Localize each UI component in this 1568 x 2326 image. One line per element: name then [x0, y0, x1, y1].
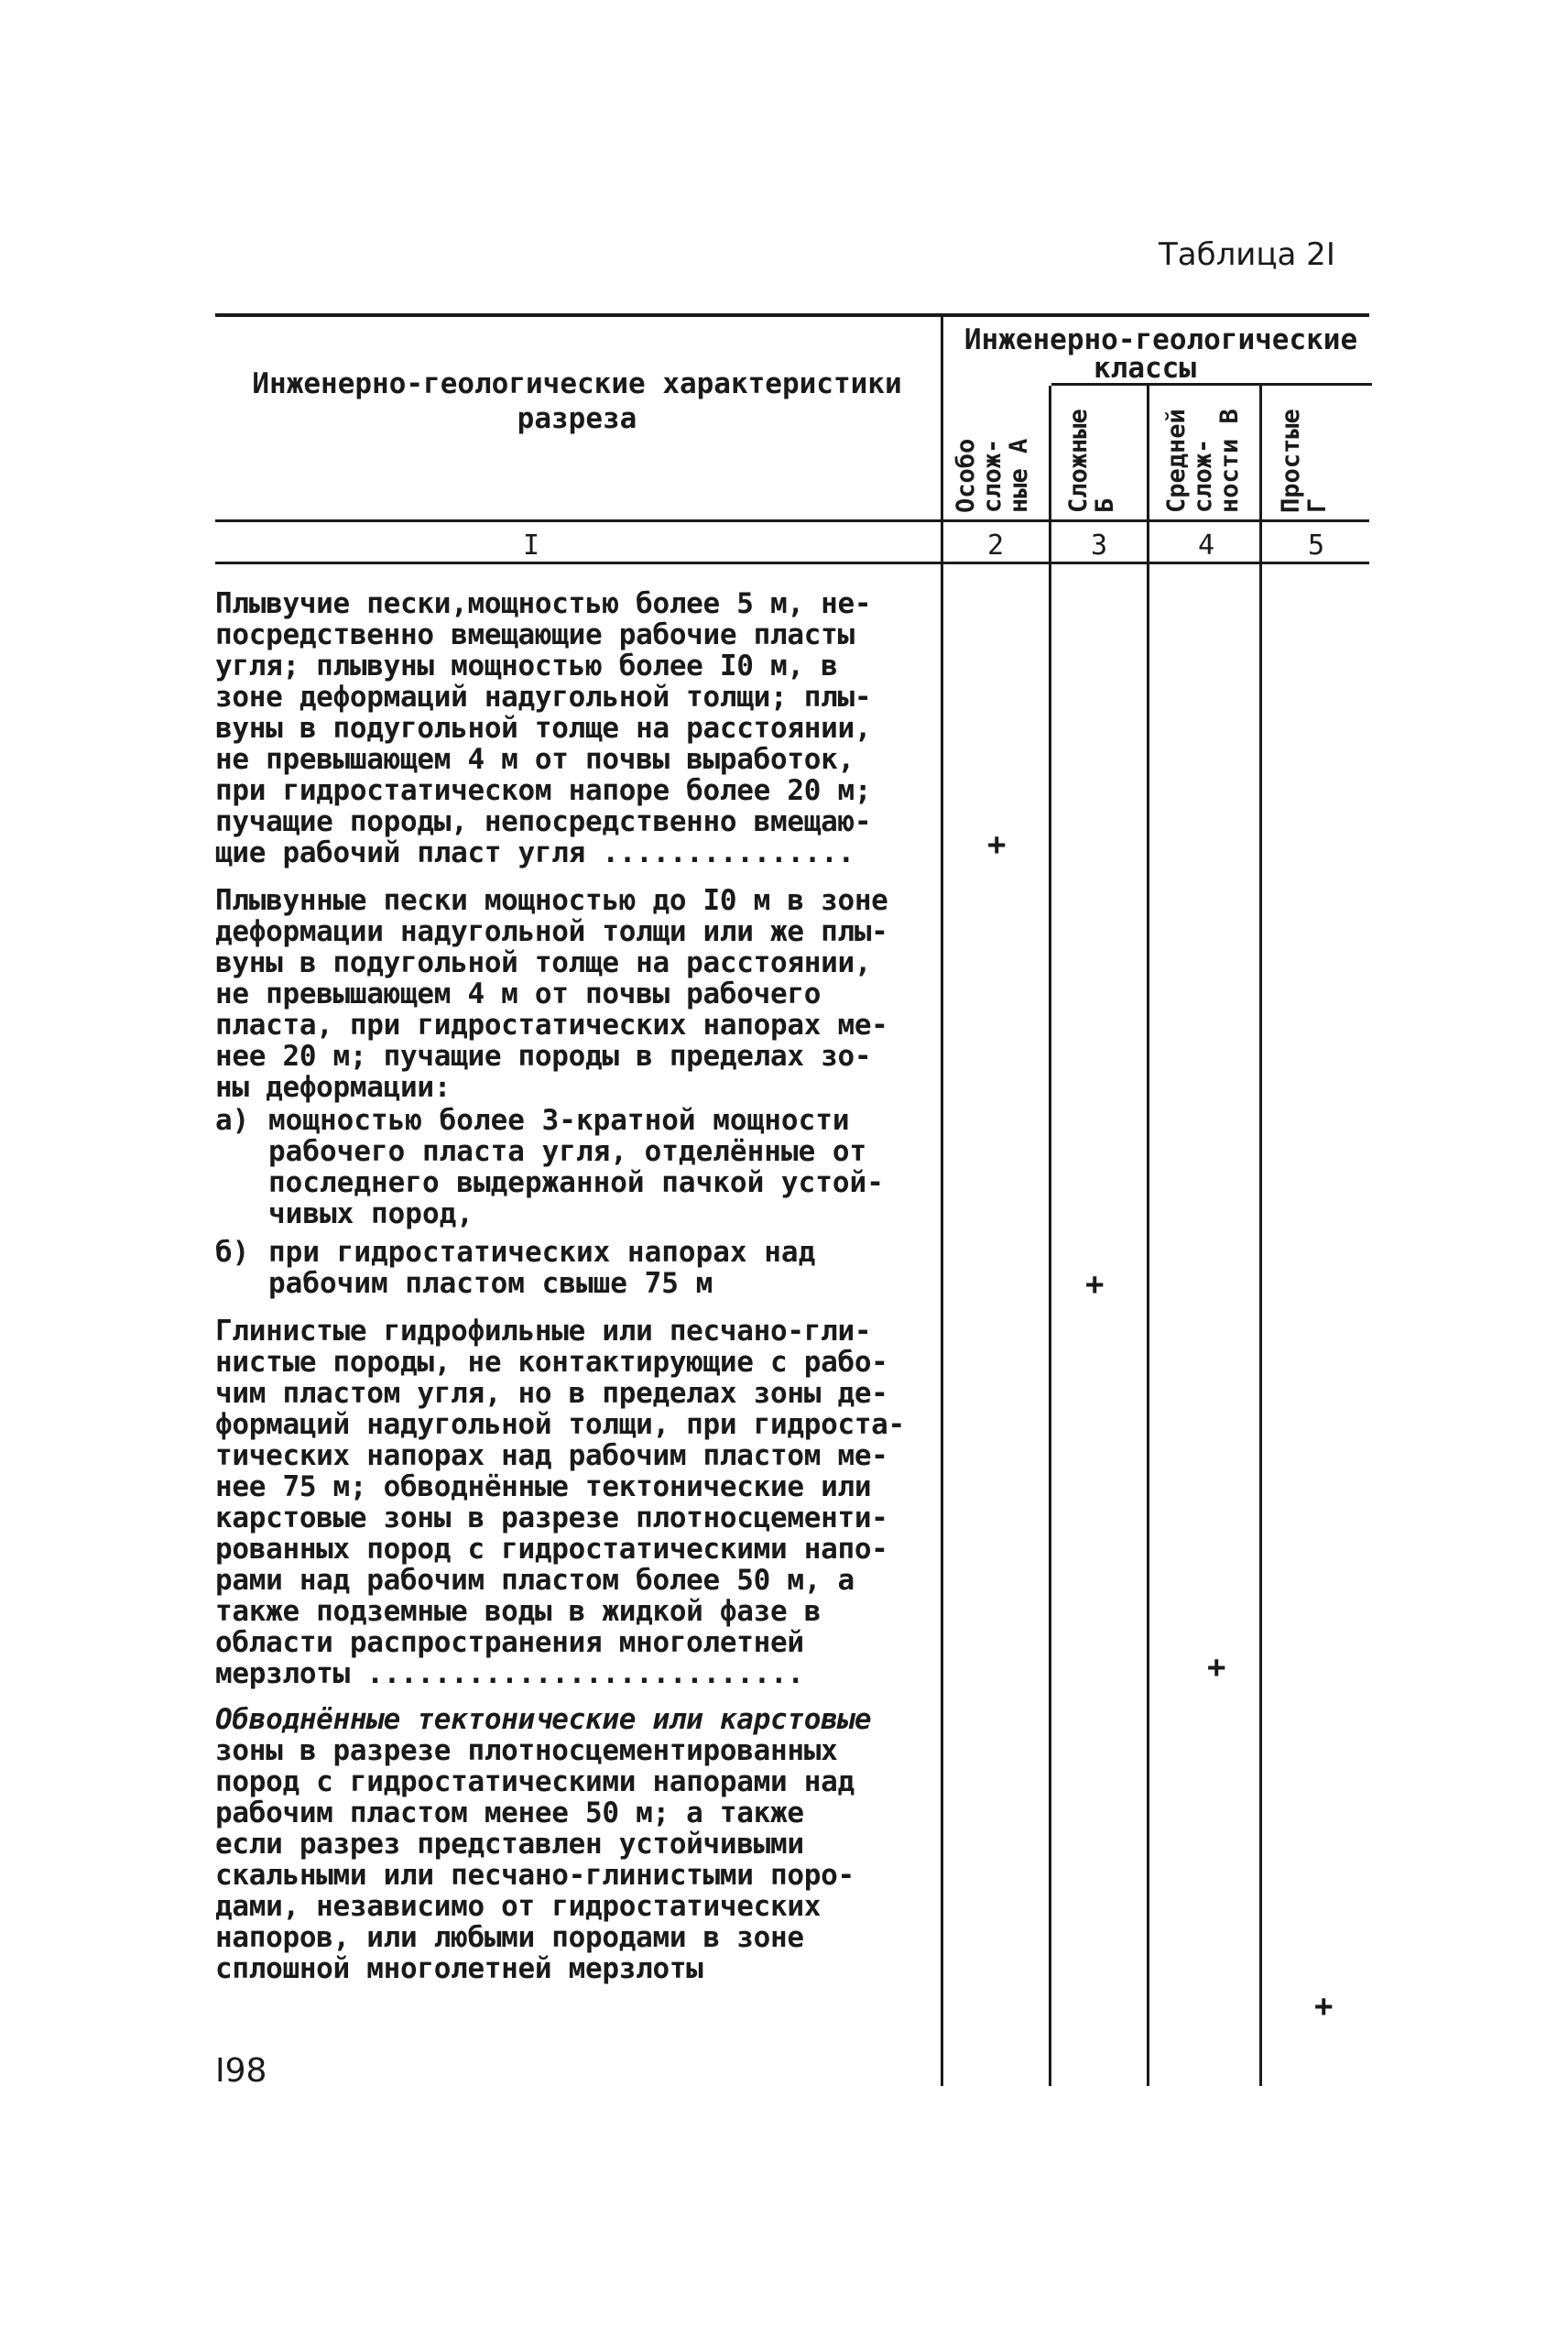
colnum-rule	[215, 562, 1369, 564]
column-number-5: 5	[1307, 530, 1325, 562]
class-d-line1: Простые	[1277, 409, 1305, 513]
class-c-line3: ности В	[1215, 409, 1244, 513]
row-2-item-a-label: а)	[215, 1104, 250, 1137]
col-divider-2	[1049, 386, 1051, 2086]
header-bottom-rule	[215, 519, 1369, 522]
characteristics-header: Инженерно-геологические характеристики разреза	[252, 367, 902, 435]
row-2-item-b-text: при гидростатических напорах над рабочим пластом свыше 75 м	[268, 1236, 816, 1300]
row-2-item-a-text: мощностью более 3-кратной мощности рабочего пласта угля, отделённые от последнего выдержанной пачкой устой- чивых пород,	[268, 1104, 884, 1230]
class-c-line1: Средней	[1162, 409, 1191, 513]
row-1-text: Плывучие пески,мощностью более 5 м, не- посредственно вмещающие рабочие пласты угля; плывуны мощностью более I0 м, в зоне деформаций надугольной толщи; плы- вуны в подугольной толще на расстоянии, не превышающем 4 м от почвы выработок, при гидростатическом напоре более 20 м; пучащие породы, непосредственно вмещаю- щие рабочий пласт угля ...............	[215, 587, 872, 869]
mark-class-d: +	[1314, 1988, 1334, 2025]
classes-group-header: Инженерно-геологические	[964, 323, 1358, 356]
row-3-text: Глинистые гидрофильные или песчано-гли- нистые породы, не контактирующие с рабо- чим пластом угля, но в пределах зоны де- формаций надугольной толщи, при гидроста- тических напорах над рабочим пластом ме- нее 75 м; обводнённые тектонические или карстовые зоны в разрезе плотносцементи- рованных пород с гидростатическими напо- рами над рабочим пластом более 50 м, а также подземные воды в жидкой фазе в области распространения многолетней мерзлоты ..........................	[215, 1315, 905, 1690]
class-a-line1: Особо	[952, 438, 980, 513]
row-2-intro: Плывунные пески мощностью до I0 м в зоне деформации надугольной толщи или же плы- вуны в подугольной толще на расстоянии, не превышающем 4 м от почвы рабочего пласта, при гидростатических напорах ме- нее 20 м; пучащие породы в пределах зо- ны деформации:	[215, 884, 888, 1104]
column-number-2: 2	[986, 530, 1005, 562]
classes-sub-header: классы	[1094, 352, 1196, 385]
class-b-line1: Сложные	[1064, 409, 1093, 513]
mark-class-b: +	[1085, 1266, 1105, 1303]
class-a-line2: слож-	[978, 438, 1007, 513]
column-number-3: 3	[1090, 530, 1108, 562]
class-header-c	[1163, 409, 1243, 513]
class-c-line2: слож-	[1189, 438, 1217, 513]
class-b-line2: Б	[1091, 497, 1119, 513]
row-4-text: зоны в разрезе плотносцементированных пород с гидростатическими напорами над рабочим пластом менее 50 м; а также если разрез представлен устойчивыми скальными или песчано-глинистыми поро- дами, независимо от гидростатических напоров, или любыми породами в зоне сплошной многолетней мерзлоты	[215, 1734, 855, 1985]
class-header-d	[1278, 409, 1331, 513]
table-caption: Таблица 2I	[1159, 236, 1335, 273]
column-number-1: I	[522, 530, 540, 562]
class-d-line2: Г	[1303, 497, 1332, 513]
class-a-line3: ные А	[1005, 438, 1033, 513]
mark-class-c: +	[1207, 1649, 1226, 1686]
col-divider-3	[1147, 386, 1149, 2086]
class-header-a	[953, 439, 1032, 513]
col-divider-4	[1259, 386, 1262, 2086]
row-2-item-b-label: б)	[215, 1236, 250, 1269]
table-top-rule	[215, 313, 1369, 317]
column-number-4: 4	[1197, 530, 1215, 562]
row-4-italic-lead: Обводнённые тектонические или карстовые	[215, 1703, 872, 1736]
class-header-b	[1065, 409, 1118, 513]
mark-class-a: +	[987, 826, 1007, 863]
page-number: I98	[215, 2052, 267, 2090]
